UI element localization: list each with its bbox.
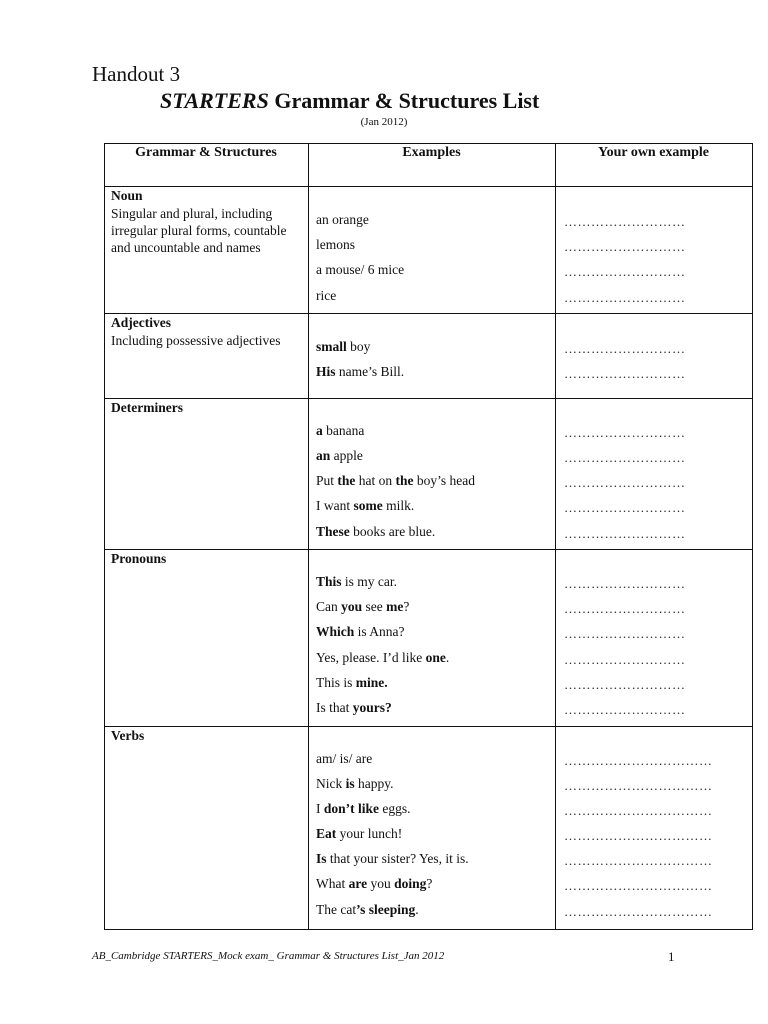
example-bold-part: you [341,599,363,614]
own-example-blank[interactable]: …………………………… [564,828,713,843]
example-bold-part: some [353,498,383,513]
own-example-blank[interactable]: ……………………… [564,366,686,381]
col-header-examples: Examples [402,145,461,160]
example-bold-part: are [348,876,368,891]
example-text [316,700,392,716]
section-desc-noun: Singular and plural, including irregular plural forms, countable and uncountable and names [111,206,287,255]
example-part: I want [316,498,354,513]
example-part: This is [316,675,356,690]
example-bold-part: don’t like [323,801,380,816]
example-text [316,826,402,842]
example-part: . [445,650,450,665]
example-text [316,423,364,439]
example-text [316,624,405,640]
example-text [316,339,370,355]
table-border-left [104,143,105,930]
example-bold-part: This [316,574,342,589]
page-number: 1 [668,949,675,964]
own-example-blank[interactable]: ……………………… [564,601,686,616]
example-part: Put [316,473,338,488]
table-border-top [104,143,752,144]
own-example-blank[interactable]: ……………………… [564,677,686,692]
example-part: an orange [316,212,369,227]
example-text [316,498,414,514]
col-divider-1 [308,143,309,930]
example-text [316,902,419,918]
example-text [316,524,435,540]
example-bold-part: ’s sleeping [356,902,416,917]
example-part: banana [322,423,365,438]
own-example-blank[interactable]: ……………………… [564,500,686,515]
own-example-blank[interactable]: …………………………… [564,853,713,868]
example-part: What [316,876,349,891]
example-bold-part: mine. [355,675,388,690]
row-divider-noun [104,313,752,314]
example-bold-part: is [345,776,355,791]
example-bold-part: small [316,339,347,354]
section-name-verbs: Verbs [111,728,145,743]
title-rest: Grammar & Structures List [268,88,540,113]
table-header-divider [104,186,752,187]
example-text [316,574,397,590]
own-example-blank[interactable]: ……………………… [564,652,686,667]
col-header-own-example: Your own example [598,145,709,160]
own-example-blank[interactable]: ……………………… [564,264,686,279]
example-part: am/ is/ are [316,751,373,766]
example-bold-part: an [316,448,331,463]
section-name-determiners: Determiners [111,400,183,415]
table-border-bottom [104,929,752,930]
own-example-blank[interactable]: ……………………… [564,626,686,641]
example-text [316,801,411,817]
section-desc-adjectives: Including possessive adjectives [111,333,281,348]
example-bold-part: Which [316,624,355,639]
example-part: is Anna? [354,624,405,639]
example-part: that your sister? Yes, it is. [326,851,469,866]
example-text [316,650,449,666]
example-part: boy’s head [413,473,476,488]
example-text [316,473,475,489]
example-part: books are blue. [349,524,436,539]
own-example-blank[interactable]: ……………………… [564,450,686,465]
own-example-blank[interactable]: ……………………… [564,475,686,490]
handout-label: Handout 3 [92,62,181,86]
example-bold-part: His [316,364,336,379]
example-bold-part: the [337,473,356,488]
example-part: see [362,599,387,614]
own-example-blank[interactable]: ……………………… [564,576,686,591]
example-bold-part: Is [316,851,327,866]
own-example-blank[interactable]: ……………………… [564,214,686,229]
example-part: . [415,902,419,917]
date-subtitle: (Jan 2012) [360,116,408,128]
example-part: milk. [382,498,415,513]
own-example-blank[interactable]: …………………………… [564,878,713,893]
example-bold-part: the [395,473,414,488]
example-text [316,212,369,228]
example-part: I [316,801,324,816]
own-example-blank[interactable]: …………………………… [564,753,713,768]
example-part: ? [403,599,410,614]
example-part: you [367,876,395,891]
own-example-blank[interactable]: ……………………… [564,702,686,717]
own-example-blank[interactable]: ……………………… [564,290,686,305]
example-part: Can [316,599,342,614]
row-divider-determiners [104,549,752,550]
example-text [316,262,404,278]
example-text [316,448,363,464]
own-example-blank[interactable]: ……………………… [564,239,686,254]
example-part: eggs. [379,801,411,816]
example-text [316,288,336,304]
col-header-grammar: Grammar & Structures [135,145,277,160]
own-example-blank[interactable]: ……………………… [564,341,686,356]
own-example-blank[interactable]: …………………………… [564,904,713,919]
example-text [316,851,469,867]
example-part: lemons [316,237,355,252]
example-part: happy. [354,776,394,791]
example-text [316,876,432,892]
example-bold-part: a [316,423,323,438]
example-part: name’s Bill. [335,364,405,379]
example-text [316,237,355,253]
own-example-blank[interactable]: …………………………… [564,803,713,818]
own-example-blank[interactable]: ……………………… [564,425,686,440]
example-part: The cat [316,902,357,917]
example-text [316,364,404,380]
example-bold-part: yours? [352,700,392,715]
row-divider-pronouns [104,726,752,727]
example-bold-part: doing [394,876,427,891]
section-name-adjectives: Adjectives [111,315,171,330]
example-text [316,776,394,792]
own-example-blank[interactable]: ……………………… [564,526,686,541]
example-text [316,599,409,615]
row-divider-adjectives [104,398,752,399]
example-part: rice [316,288,337,303]
section-name-noun: Noun [111,188,143,203]
example-bold-part: me [386,599,404,614]
example-part: Yes, please. I’d like [316,650,426,665]
footer-text: AB_Cambridge STARTERS_Mock exam_ Grammar & Structures List_Jan 2012 [92,950,445,962]
example-part: ? [426,876,433,891]
example-text [316,675,388,691]
example-part: a mouse/ 6 mice [316,262,405,277]
example-part: Nick [316,776,346,791]
title-starters: STARTERS [160,88,269,113]
example-bold-part: one [425,650,446,665]
example-part: Is that [316,700,353,715]
col-divider-2 [555,143,556,930]
example-part: boy [346,339,371,354]
example-bold-part: Eat [316,826,337,841]
example-part: your lunch! [336,826,403,841]
example-part: apple [330,448,363,463]
example-part: is my car. [341,574,398,589]
example-text [316,751,372,767]
table-border-right [752,143,753,930]
own-example-blank[interactable]: …………………………… [564,778,713,793]
section-name-pronouns: Pronouns [111,551,167,566]
example-bold-part: These [316,524,350,539]
example-part: hat on [355,473,396,488]
